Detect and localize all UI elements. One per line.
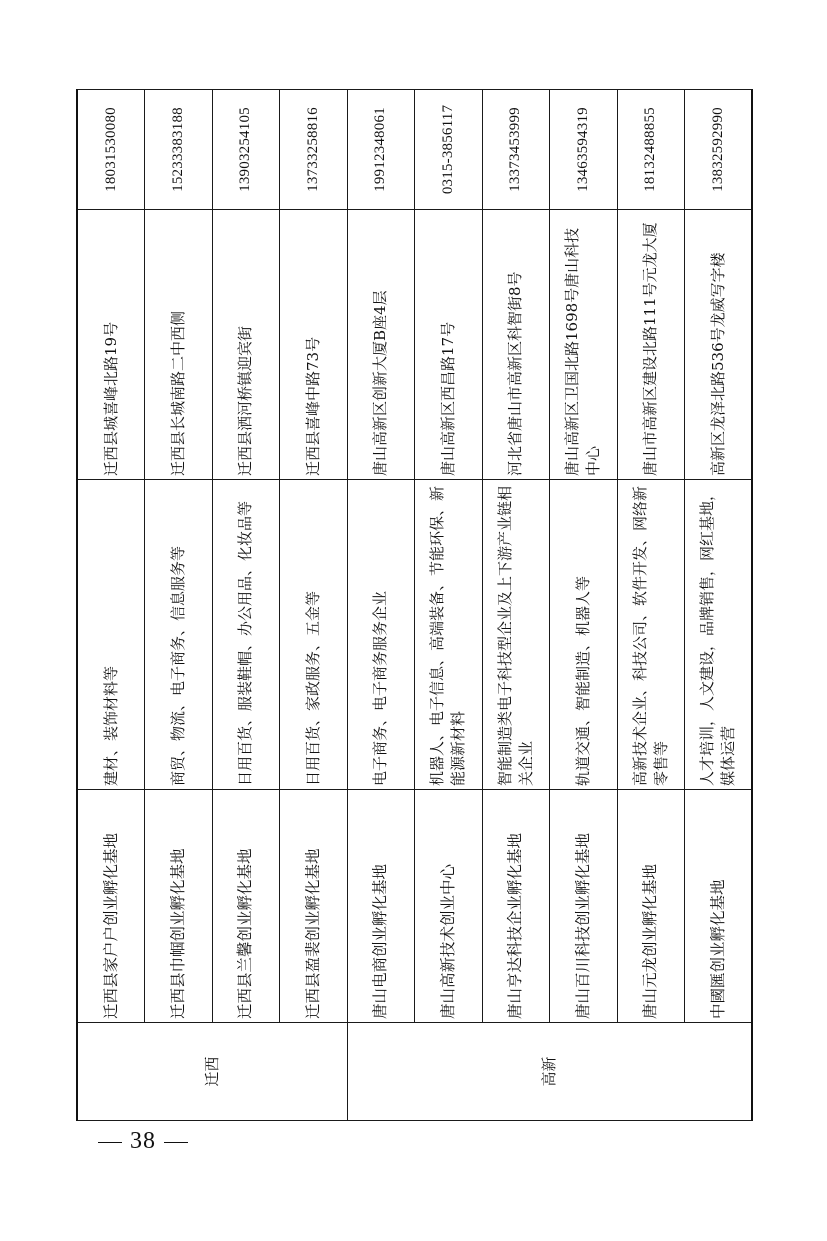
phone-cell: 0315-3856117: [415, 90, 483, 210]
table-row: [415, 90, 483, 1121]
business-scope-cell: 建材、装饰材料等: [77, 480, 145, 790]
region-cell-gaoxin: 高新: [347, 1023, 752, 1121]
base-name-cell: 唐山百川科技创业孵化基地: [550, 790, 618, 1023]
region-cell-qianxi: 迁西: [77, 1023, 347, 1121]
phone-cell: 15233383188: [145, 90, 213, 210]
table-row: [347, 90, 415, 1121]
phone-cell: 13832592990: [685, 90, 753, 210]
base-name-cell: 唐山高新技术创业中心: [415, 790, 483, 1023]
page-number-dash-right: [164, 1142, 188, 1144]
address-cell: 河北省唐山市高新区科智街8号: [482, 210, 550, 480]
base-name-cell: 迁西县盈裴创业孵化基地: [280, 790, 348, 1023]
table-row: [77, 90, 145, 1121]
base-name-cell: 唐山元龙创业孵化基地: [617, 790, 685, 1023]
page-number-value: 38: [130, 1128, 156, 1154]
base-name-cell: 唐山电商创业孵化基地: [347, 790, 415, 1023]
address-cell: 唐山高新区卫国北路1698号唐山科技中心: [550, 210, 618, 480]
business-scope-cell: 高新技术企业、科技公司、软件开发、网络新零售等: [617, 480, 685, 790]
table-row: [145, 90, 213, 1121]
table-row: [685, 90, 753, 1121]
address-cell: 迁西县喜峰中路73号: [280, 210, 348, 480]
table-row: [280, 90, 348, 1121]
phone-cell: 13373453999: [482, 90, 550, 210]
business-scope-cell: 商贸、物流、电子商务、信息服务等: [145, 480, 213, 790]
base-name-cell: 中國匯创业孵化基地: [685, 790, 753, 1023]
table-row: [617, 90, 685, 1121]
address-cell: 迁西县城喜峰北路19号: [77, 210, 145, 480]
base-name-cell: 迁西县巾帼创业孵化基地: [145, 790, 213, 1023]
address-cell: 唐山市高新区建设北路111号元龙大厦: [617, 210, 685, 480]
phone-cell: 13903254105: [212, 90, 280, 210]
business-scope-cell: 轨道交通、智能制造、机器人等: [550, 480, 618, 790]
phone-cell: 18132488855: [617, 90, 685, 210]
business-scope-cell: 机器人、电子信息、高端装备、节能环保、新能源新材料: [415, 480, 483, 790]
address-cell: 唐山高新区创新大厦B座4层: [347, 210, 415, 480]
business-scope-cell: 智能制造类电子科技型企业及上下游产业链相关企业: [482, 480, 550, 790]
phone-cell: 19912348061: [347, 90, 415, 210]
business-scope-cell: 电子商务、电子商务服务企业: [347, 480, 415, 790]
table-row: [550, 90, 618, 1121]
base-name-cell: 迁西县兰馨创业孵化基地: [212, 790, 280, 1023]
page-number-dash-left: [98, 1142, 122, 1144]
address-cell: 迁西县洒河桥镇迎宾街: [212, 210, 280, 480]
table-row: [482, 90, 550, 1121]
address-cell: 高新区龙泽北路536号龙威写字楼: [685, 210, 753, 480]
incubator-table: [76, 89, 753, 1121]
phone-cell: 13463594319: [550, 90, 618, 210]
business-scope-cell: 日用百货、家政服务、五金等: [280, 480, 348, 790]
business-scope-cell: 人才培训，人文建设，品牌销售，网红基地，媒体运营: [685, 480, 753, 790]
phone-cell: 18031530080: [77, 90, 145, 210]
address-cell: 唐山高新区西昌路17号: [415, 210, 483, 480]
phone-cell: 13733258816: [280, 90, 348, 210]
address-cell: 迁西县长城南路二中西侧: [145, 210, 213, 480]
table-row: [212, 90, 280, 1121]
incubator-table-rotated: [76, 90, 751, 1121]
base-name-cell: 唐山亨达科技企业孵化基地: [482, 790, 550, 1023]
page-number: [90, 1128, 196, 1155]
business-scope-cell: 日用百货、服装鞋帽、办公用品、化妆品等: [212, 480, 280, 790]
base-name-cell: 迁西县家户户创业孵化基地: [77, 790, 145, 1023]
